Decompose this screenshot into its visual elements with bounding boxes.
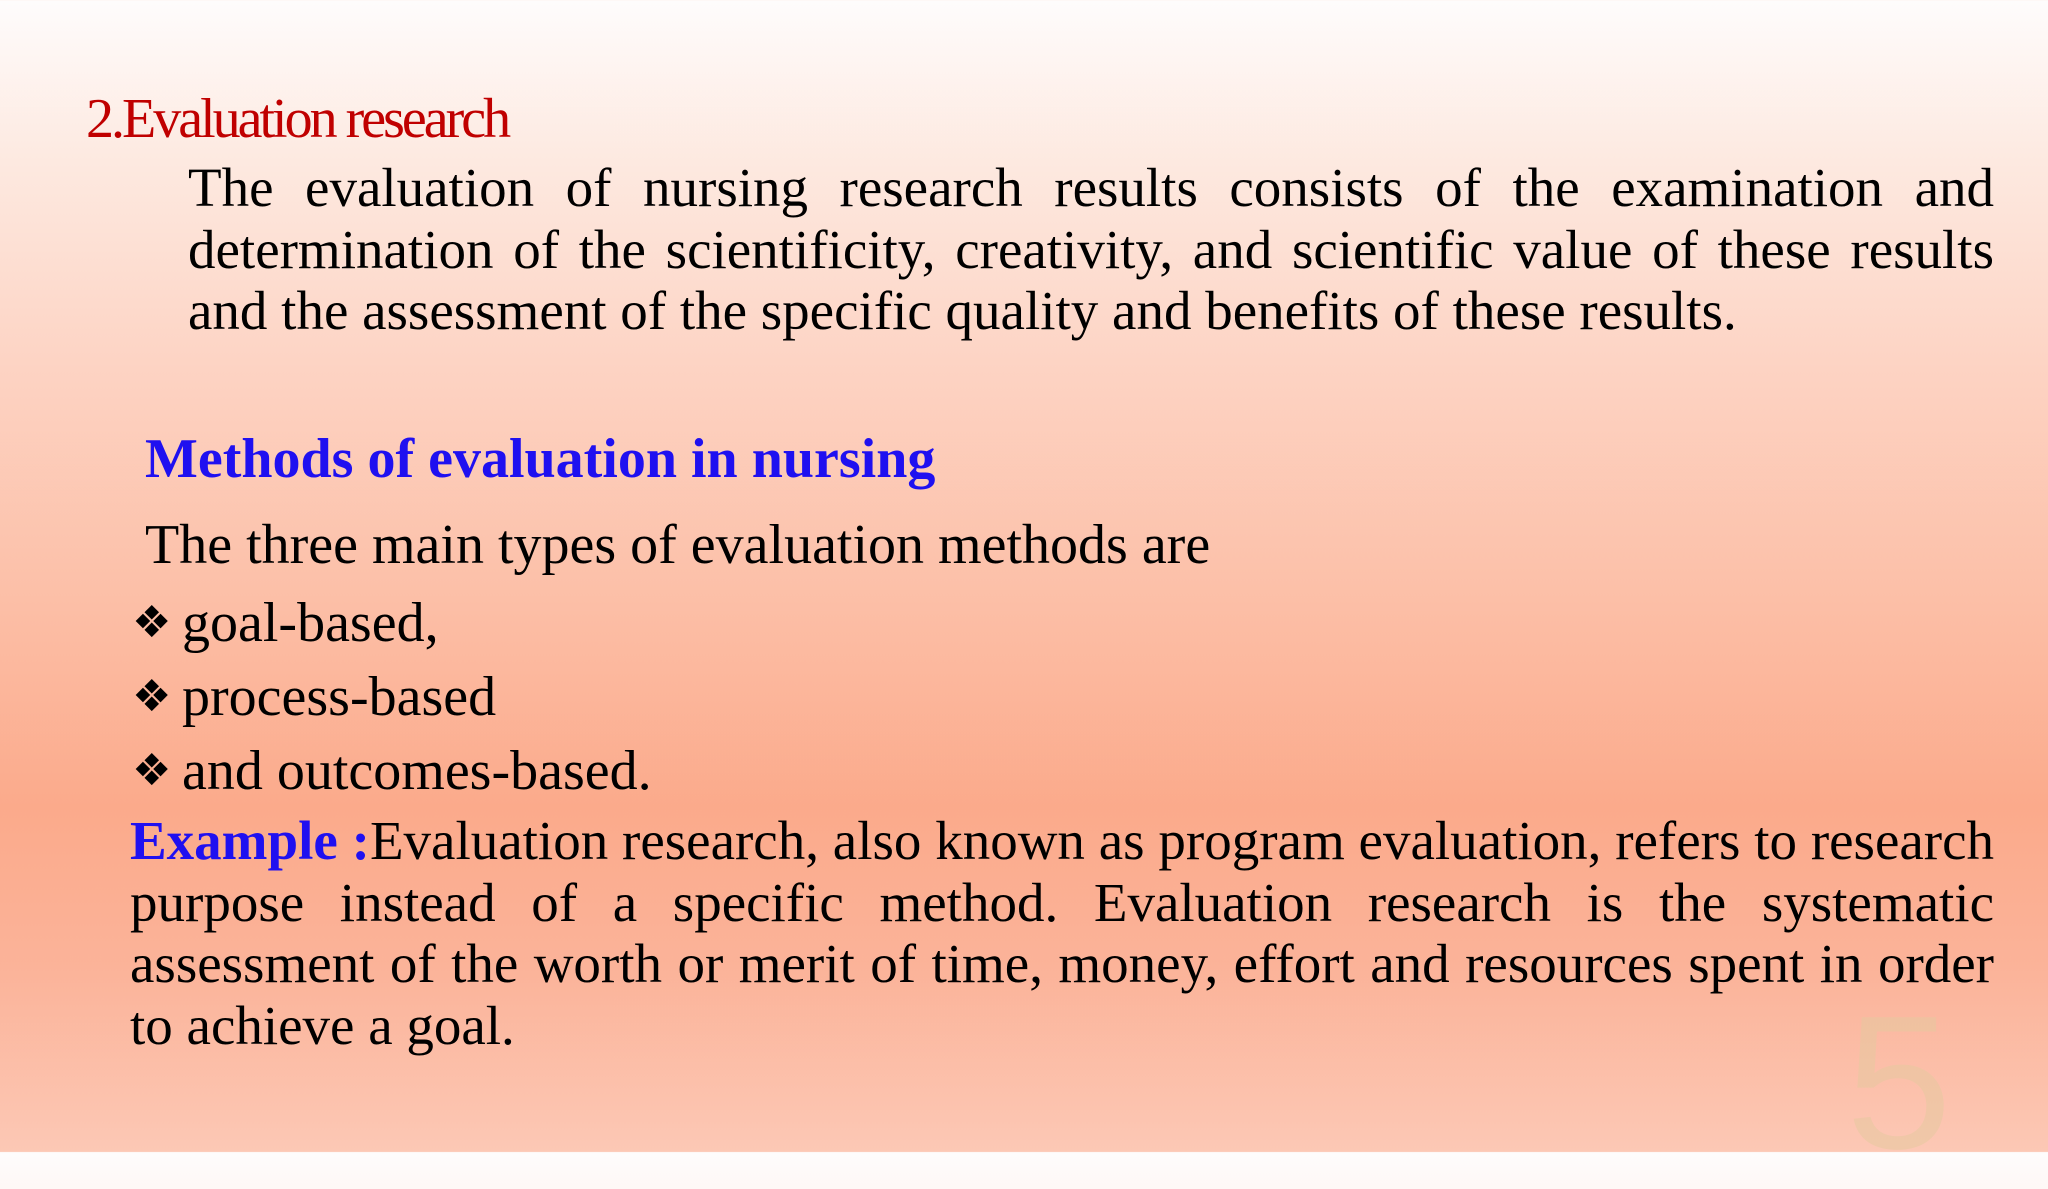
list-item-label: goal-based, (182, 592, 439, 654)
intro-paragraph: The evaluation of nursing research results consists of the examination and determination of the scientificity, creativity, and scientific value of these results and the assessment of the specific quality and benefits of these results. (188, 157, 1994, 341)
evaluation-types-list (132, 586, 652, 808)
methods-title: Methods of evaluation in nursing (145, 428, 936, 490)
list-item (132, 660, 652, 734)
diamond-bullet-icon: ❖ (132, 745, 172, 796)
diamond-bullet-icon: ❖ (132, 597, 172, 648)
list-item-label: process-based (182, 666, 497, 728)
example-paragraph (130, 810, 1994, 1056)
example-label: Example : (130, 810, 370, 871)
list-item (132, 734, 652, 808)
example-text: Evaluation research, also known as program evaluation, refers to research purpose instead of a specific method. Evaluation research is the systematic assessment of the worth or merit of time, money, effort and resources spent in order to achieve a goal. (130, 810, 1994, 1056)
list-item (132, 586, 652, 660)
slide-number: 5 (1846, 977, 1952, 1189)
diamond-bullet-icon: ❖ (132, 671, 172, 722)
section-heading: 2.Evaluation research (86, 88, 509, 150)
list-item-label: and outcomes-based. (182, 740, 652, 802)
types-intro-text: The three main types of evaluation methods are (145, 514, 1211, 576)
